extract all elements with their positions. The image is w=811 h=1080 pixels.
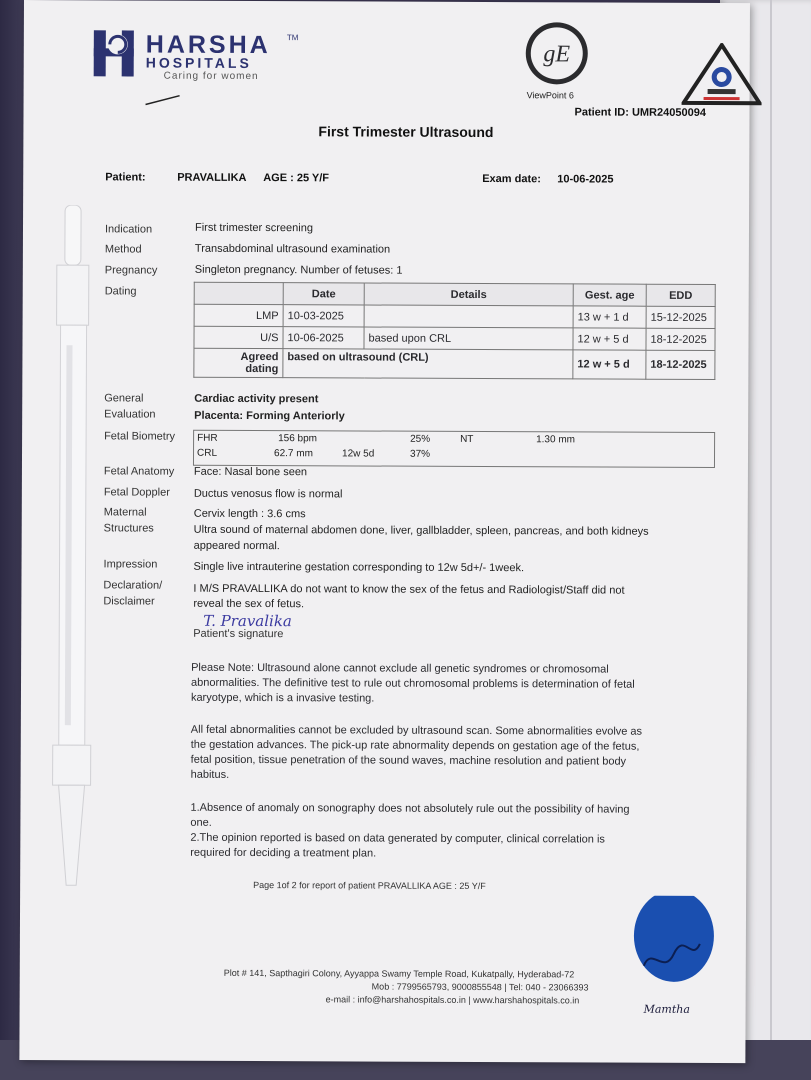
note-line: the gestation advances. The pick-up rate abnormality depends on gestation age of the fetus,: [190, 738, 640, 753]
doctor-signature: Mamtha: [643, 1002, 690, 1016]
fhr-label: FHR: [197, 432, 218, 444]
note-line: habitus.: [190, 768, 230, 781]
maternal-value-1: Cervix length : 3.6 cms: [193, 507, 306, 521]
biometry-label: Fetal Biometry: [104, 430, 176, 443]
row-date: based on ultrasound (CRL): [283, 349, 573, 379]
crl-label: CRL: [196, 447, 218, 459]
address-line-1: Plot # 141, Sapthagiri Colony, Ayyappa Swamy Temple Road, Kukatpally, Hyderabad-72: [223, 967, 575, 980]
address-line-2: Mob : 7799565793, 9000855548 | Tel: 040 - 23066393: [371, 981, 589, 993]
table-row: [194, 304, 715, 328]
indication-label: Indication: [104, 223, 153, 236]
impression-value: Single live intrauterine gestation corresponding to 12w 5d+/- 1week.: [193, 560, 525, 575]
exam-date: 10-06-2025: [557, 173, 614, 186]
row-gest: 12 w + 5 d: [573, 350, 646, 379]
note-line: fetal position, tissue penetration of the sound waves, machine resolution and patient body: [190, 753, 627, 768]
patient-id: Patient ID: UMR24050094: [574, 106, 706, 119]
doctor-stamp-icon: [630, 896, 716, 992]
nt-label: NT: [460, 433, 474, 445]
note-line: Please Note: Ultrasound alone cannot exclude all genetic syndromes or chromosomal: [191, 661, 609, 676]
report-title: First Trimester Ultrasound: [318, 123, 494, 141]
tagline: Caring for women: [163, 70, 259, 83]
hospital-name-2: HOSPITALS: [145, 54, 252, 71]
crl-gest-age: 12w 5d: [341, 448, 375, 460]
table-header: Details: [364, 283, 573, 306]
row-edd: 18-12-2025: [646, 350, 715, 379]
anatomy-label: Fetal Anatomy: [103, 465, 175, 478]
maternal-label-2: Structures: [103, 522, 154, 535]
note-paragraph-3: [190, 801, 710, 863]
general-value-1: Cardiac activity present: [194, 392, 319, 406]
method-label: Method: [104, 243, 142, 256]
row-label-1: Agreed: [240, 350, 279, 364]
row-label: U/S: [194, 326, 283, 348]
crl-percentile: 37%: [409, 448, 431, 460]
hospital-name: HARSHA: [145, 30, 271, 60]
row-label: [194, 348, 283, 377]
general-label: General: [104, 392, 144, 405]
note-line: one.: [190, 816, 212, 829]
pen-mark: [144, 93, 184, 109]
sheet-edge: [770, 0, 772, 1080]
note-paragraph-1: [191, 661, 711, 708]
address-line-3: e-mail : info@harshahospitals.co.in | www.harshahospitals.co.in: [325, 994, 580, 1006]
patient-label: Patient:: [105, 171, 146, 184]
table-header-row: [194, 282, 715, 306]
row-label-2: dating: [245, 362, 279, 376]
table-header: Date: [283, 283, 364, 305]
report-page: [19, 0, 750, 1063]
fhr-percentile: 25%: [410, 433, 431, 445]
maternal-value-3: appeared normal.: [193, 539, 280, 553]
row-gest: 12 w + 5 d: [573, 328, 646, 350]
note-line: 2.The opinion reported is based on data generated by computer, clinical correlation is: [190, 831, 605, 846]
row-edd: 15-12-2025: [646, 306, 715, 328]
harsha-logo-icon: [92, 26, 140, 80]
device-name: ViewPoint 6: [526, 90, 574, 101]
method-value: Transabdominal ultrasound examination: [194, 242, 391, 256]
note-line: abnormalities. The definitive test to rule out chromosomal problems is determination of fetal: [190, 676, 635, 691]
dating-table: [193, 282, 715, 380]
patient-signature: T. Pravalika: [203, 611, 292, 631]
pregnancy-label: Pregnancy: [104, 264, 158, 277]
row-label: LMP: [194, 304, 283, 326]
pregnancy-value: Singleton pregnancy. Number of fetuses: 1: [194, 263, 403, 277]
general-value-2: Placenta: Forming Anteriorly: [194, 409, 345, 423]
row-edd: 18-12-2025: [646, 328, 715, 350]
trademark: TM: [286, 33, 299, 43]
note-paragraph-2: [191, 723, 711, 785]
biometry-box: [193, 430, 715, 468]
dating-label: Dating: [104, 285, 137, 298]
doppler-value: Ductus venosus flow is normal: [193, 487, 343, 501]
table-header: [194, 282, 283, 304]
table-header: EDD: [646, 284, 715, 306]
general-label-2: Evaluation: [104, 408, 156, 421]
impression-label: Impression: [103, 558, 158, 571]
row-date: 10-06-2025: [283, 327, 364, 349]
maternal-value-2: Ultra sound of maternal abdomen done, liver, gallbladder, spleen, pancreas, and both kidneys: [193, 523, 649, 538]
row-details: based upon CRL: [364, 327, 573, 350]
ultrasound-probe-icon: [42, 205, 103, 895]
declaration-value-2: reveal the sex of fetus.: [193, 597, 305, 611]
indication-value: First trimester screening: [194, 221, 314, 235]
row-date: 10-03-2025: [283, 305, 364, 327]
table-row: [194, 348, 715, 379]
anatomy-value: Face: Nasal bone seen: [193, 465, 308, 479]
note-line: All fetal abnormalities cannot be excluded by ultrasound scan. Some abnormalities evolve as: [190, 723, 643, 738]
ge-logo-icon: [524, 20, 590, 86]
svg-text:gE: gE: [543, 41, 571, 68]
declaration-value-1: I M/S PRAVALLIKA do not want to know the sex of the fetus and Radiologist/Staff did not: [193, 582, 625, 597]
note-line: karyotype, which is a invasive testing.: [190, 691, 375, 705]
patient-age: AGE : 25 Y/F: [263, 172, 330, 185]
table-row: [194, 326, 715, 350]
table-header: Gest. age: [573, 284, 646, 306]
exam-date-label: Exam date:: [482, 173, 541, 186]
note-line: 1.Absence of anomaly on sonography does not absolutely rule out the possibility of having: [190, 801, 630, 816]
declaration-label: Declaration/: [103, 579, 163, 592]
nt-value: 1.30 mm: [536, 434, 576, 446]
signature-label: Patient's signature: [193, 627, 284, 641]
row-details: [364, 305, 573, 328]
declaration-label-2: Disclaimer: [103, 595, 155, 608]
maternal-label: Maternal: [103, 506, 147, 519]
crl-value: 62.7 mm: [273, 448, 313, 460]
note-line: required for deciding a treatment plan.: [190, 846, 377, 860]
row-gest: 13 w + 1 d: [573, 306, 646, 328]
page-footer: Page 1of 2 for report of patient PRAVALLIKA AGE : 25 Y/F: [253, 880, 486, 892]
patient-name: PRAVALLIKA: [177, 171, 247, 184]
accreditation-badge-icon: [682, 43, 762, 109]
fhr-value: 156 bpm: [278, 433, 318, 445]
doppler-label: Fetal Doppler: [103, 486, 170, 499]
